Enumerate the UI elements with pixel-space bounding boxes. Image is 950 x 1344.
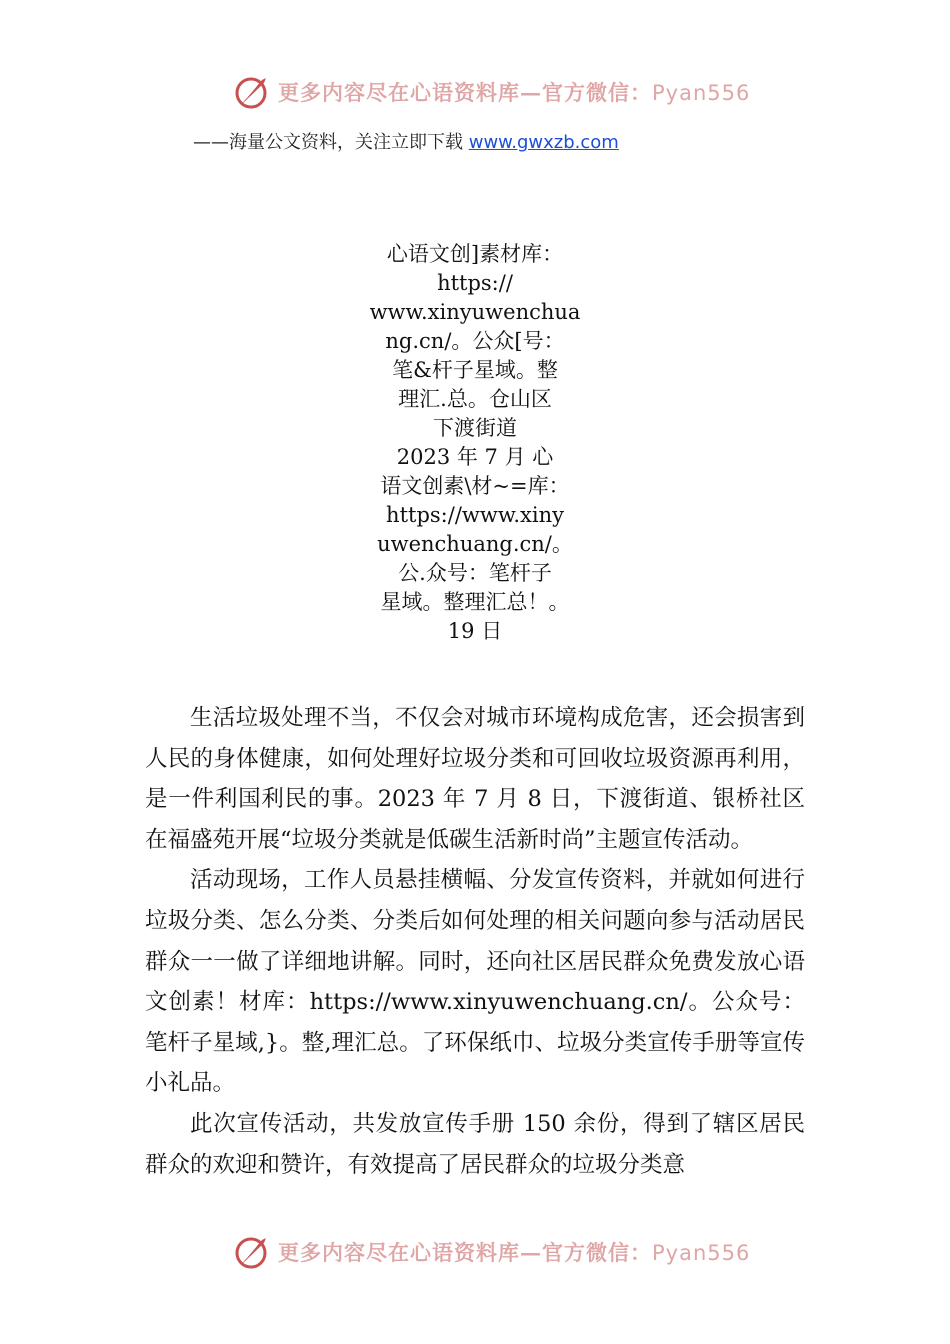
center-line: 心语文创]素材库： bbox=[386, 242, 564, 266]
center-line: 公.众号：笔杆子 bbox=[398, 561, 552, 585]
center-line: https://www.xiny bbox=[386, 503, 564, 527]
center-line: 2023 年 7 月 心 bbox=[396, 445, 554, 469]
center-line: https:// bbox=[437, 271, 513, 295]
center-line: 笔&杆子星域。整 bbox=[392, 358, 558, 382]
paragraph: 活动现场，工作人员悬挂横幅、分发宣传资料，并就如何进行垃圾分类、怎么分类、分类后如何处理的相关问题向参与活动居民群众一一做了详细地讲解。同时，还向社区居民群众免费发放心语文创素！材库：https://www.xinyuwenchuang.cn/。公众号：笔杆子星域,}。整,理汇总。了环保纸巾、垃圾分类宣传手册等宣传小礼品。 bbox=[145, 867, 805, 1097]
center-line: 星域。整理汇总！。 bbox=[380, 590, 570, 614]
header-banner bbox=[232, 72, 750, 112]
paragraph: 生活垃圾处理不当，不仅会对城市环境构成危害，还会损害到人民的身体健康，如何处理好垃圾分类和可回收垃圾资源再利用，是一件利国利民的事。2023 年 7 月 8 日，下渡街道、银桥社区在福盛苑开展“垃圾分类就是低碳生活新时尚”主题宣传活动。 bbox=[145, 705, 805, 853]
subline-prefix: ——海量公文资料，关注立即下载 bbox=[193, 132, 469, 153]
quill-logo-icon bbox=[232, 72, 272, 112]
center-line: www.xinyuwenchua bbox=[369, 300, 581, 324]
center-line: 19 日 bbox=[447, 619, 503, 643]
title-date-block bbox=[330, 240, 620, 646]
banner-text: 更多内容尽在心语资料库—官方微信：Pyan556 bbox=[278, 1240, 751, 1265]
footer-banner bbox=[232, 1232, 750, 1272]
center-line: 语文创素\材~=库： bbox=[380, 474, 570, 498]
gwxzb-link[interactable]: www.gwxzb.com bbox=[468, 132, 619, 153]
download-subline bbox=[193, 128, 619, 154]
quill-logo-icon bbox=[232, 1232, 272, 1272]
banner-text: 更多内容尽在心语资料库—官方微信：Pyan556 bbox=[278, 80, 751, 105]
center-line: 下渡街道 bbox=[433, 416, 517, 440]
center-line: ng.cn/。公众[号： bbox=[385, 329, 565, 353]
paragraph: 此次宣传活动，共发放宣传手册 150 余份，得到了辖区居民群众的欢迎和赞许，有效提高了居民群众的垃圾分类意 bbox=[145, 1110, 805, 1178]
center-line: 理汇.总。仓山区 bbox=[398, 387, 552, 411]
center-line: uwenchuang.cn/。 bbox=[377, 532, 573, 556]
article-body bbox=[145, 698, 805, 1185]
